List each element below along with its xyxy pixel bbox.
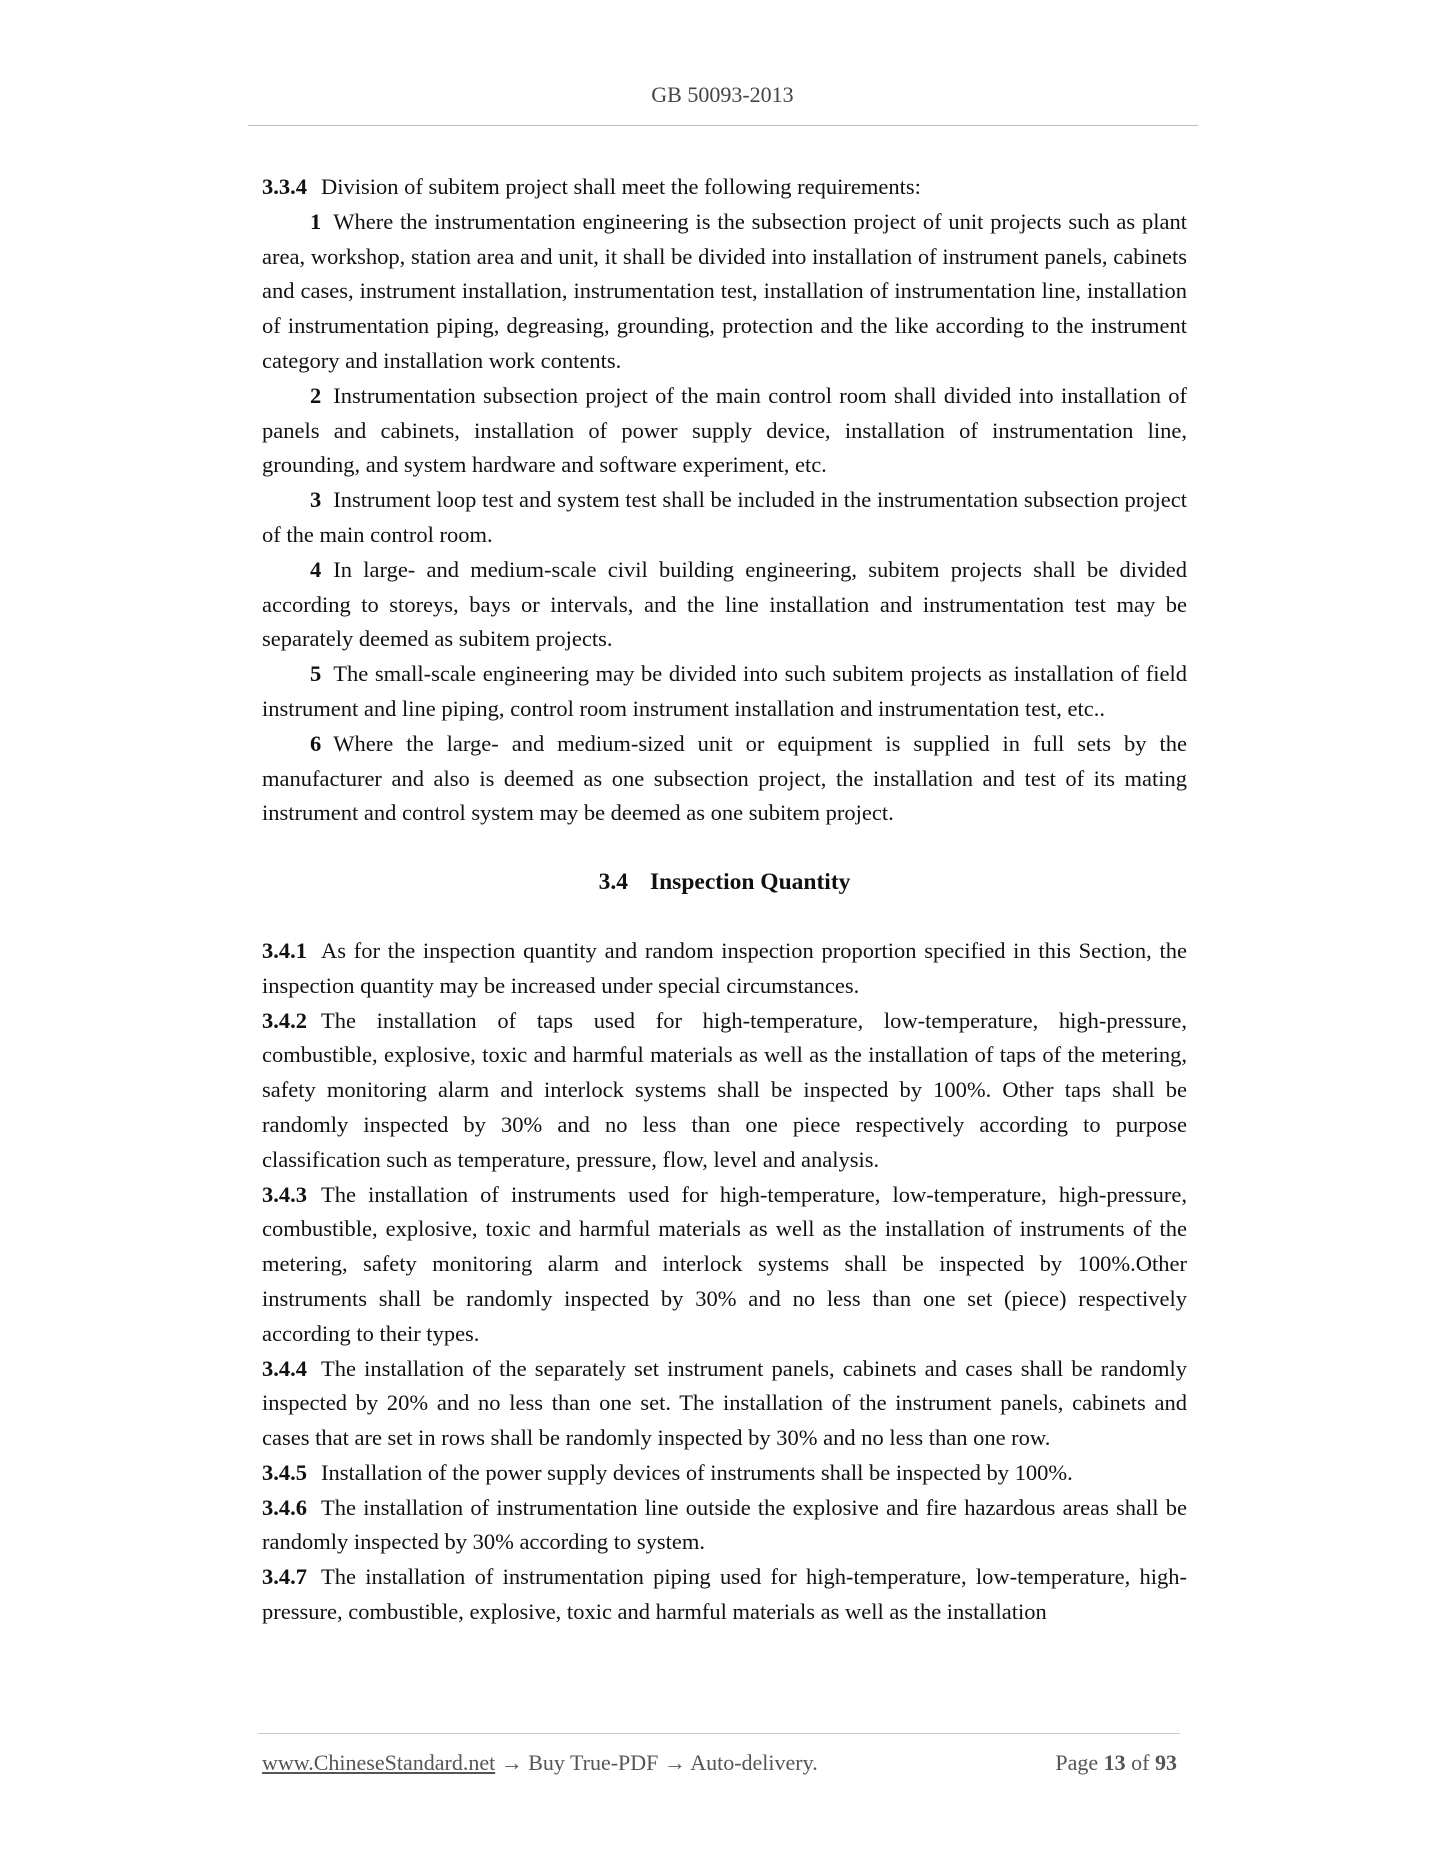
footer-divider: [258, 1733, 1180, 1734]
item-text: Instrumentation subsection project of the main control room shall divided into installation of panels and cabinets, installation of power supply device, installation of instrumentation line, grounding, and system hardware and software experiment, etc.: [262, 382, 1187, 478]
clause-text: The installation of instruments used for high-temperature, low-temperature, high-pressure, combustible, explosive, toxic and harmful materials as well as the installation of instruments of the metering, safety monitoring alarm and interlock systems shall be inspected by 100%.Other instruments shall be randomly inspected by 30% and no less than one set (piece) respectively according to their types.: [262, 1181, 1187, 1346]
clause-3-4-7: [262, 1560, 1187, 1630]
clause-3-3-4: [262, 170, 1187, 205]
clause-text: Division of subitem project shall meet the following requirements:: [321, 174, 921, 199]
item-text: Instrument loop test and system test shall be included in the instrumentation subsection project of the main control room.: [262, 487, 1187, 547]
page-body: [262, 170, 1187, 1630]
clause-3-4-2: [262, 1004, 1187, 1178]
arrow-right-icon: →: [500, 1750, 523, 1775]
section-title: Inspection Quantity: [649, 869, 851, 896]
item-text: Where the instrumentation engineering is the subsection project of unit projects such as plant area, workshop, station area and unit, it shall be divided into installation of instrument panels, cabinets and cases, instrument installation, instrumentation test, installation of instrumentation line, installation of instrumentation piping, degreasing, grounding, protection and the like according to the instrument category and installation work contents.: [262, 208, 1187, 373]
auto-delivery-text: Auto-delivery.: [690, 1750, 818, 1775]
clause-item-1: [262, 205, 1187, 379]
section-number: 3.4: [598, 869, 628, 896]
item-number: 6: [310, 730, 322, 756]
clause-item-3: [262, 483, 1187, 553]
clause-text: The installation of taps used for high-temperature, low-temperature, high-pressure, combustible, explosive, toxic and harmful materials as well as the installation of taps of the metering, safety monitoring alarm and interlock systems shall be inspected by 100%. Other taps shall be randomly inspected by 30% and no less than one piece respectively according to purpose classification such as temperature, pressure, flow, level and analysis.: [262, 1007, 1187, 1172]
site-link[interactable]: www.ChineseStandard.net: [262, 1750, 496, 1775]
clause-number: 3.4.4: [262, 1355, 307, 1381]
item-number: 4: [310, 556, 322, 582]
clause-3-4-1: [262, 934, 1187, 1004]
clause-3-4-5: [262, 1456, 1187, 1491]
document-header: [0, 82, 1445, 108]
arrow-right-icon: →: [663, 1750, 686, 1775]
item-text: The small-scale engineering may be divided into such subitem projects as installation of field instrument and line piping, control room instrument installation and instrumentation test, etc..: [262, 661, 1187, 721]
clause-number: 3.4.5: [262, 1459, 307, 1485]
clause-item-2: [262, 379, 1187, 483]
clause-number: 3.4.6: [262, 1494, 307, 1520]
page-label: Page: [1055, 1750, 1099, 1775]
clause-number: 3.3.4: [262, 174, 307, 199]
standard-code: GB 50093-2013: [651, 82, 794, 107]
clause-3-4-4: [262, 1352, 1187, 1456]
item-number: 5: [310, 661, 322, 687]
clause-3-4-3: [262, 1178, 1187, 1352]
clause-3-4-6: [262, 1491, 1187, 1561]
clause-item-5: [262, 657, 1187, 727]
clause-text: The installation of instrumentation piping used for high-temperature, low-temperature, high-pressure, combustible, explosive, toxic and harmful materials as well as the installation: [262, 1564, 1187, 1625]
page-of: of: [1131, 1750, 1150, 1775]
item-text: In large- and medium-scale civil building engineering, subitem projects shall be divided according to storeys, bays or intervals, and the line installation and instrumentation test may be separately deemed as subitem projects.: [262, 556, 1187, 652]
clause-number: 3.4.3: [262, 1181, 307, 1207]
clause-text: The installation of instrumentation line outside the explosive and fire hazardous areas shall be randomly inspected by 30% according to system.: [262, 1494, 1187, 1555]
page-number: [1055, 1750, 1177, 1776]
clause-item-4: [262, 553, 1187, 657]
clause-text: The installation of the separately set instrument panels, cabinets and cases shall be randomly inspected by 20% and no less than one set. The installation of the instrument panels, cabinets and cases that are set in rows shall be randomly inspected by 30% and no less than one row.: [262, 1355, 1187, 1451]
item-number: 2: [310, 382, 322, 408]
clause-item-6: [262, 727, 1187, 831]
clause-number: 3.4.7: [262, 1564, 307, 1590]
item-text: Where the large- and medium-sized unit or equipment is supplied in full sets by the manufacturer and also is deemed as one subsection project, the installation and test of its mating instrument and control system may be deemed as one subitem project.: [262, 730, 1187, 826]
clause-number: 3.4.2: [262, 1007, 307, 1033]
clause-number: 3.4.1: [262, 937, 307, 963]
header-divider: [248, 125, 1198, 126]
buy-pdf-text: Buy True-PDF: [528, 1750, 659, 1775]
section-heading: [262, 865, 1187, 900]
page-total: 93: [1155, 1750, 1177, 1775]
clause-text: As for the inspection quantity and random inspection proportion specified in this Section, the inspection quantity may be increased under special circumstances.: [262, 937, 1187, 998]
page-current: 13: [1103, 1750, 1126, 1775]
clause-text: Installation of the power supply devices of instruments shall be inspected by 100%.: [321, 1459, 1073, 1485]
footer-promo: [262, 1750, 818, 1776]
item-number: 1: [310, 208, 322, 234]
item-number: 3: [310, 487, 322, 513]
